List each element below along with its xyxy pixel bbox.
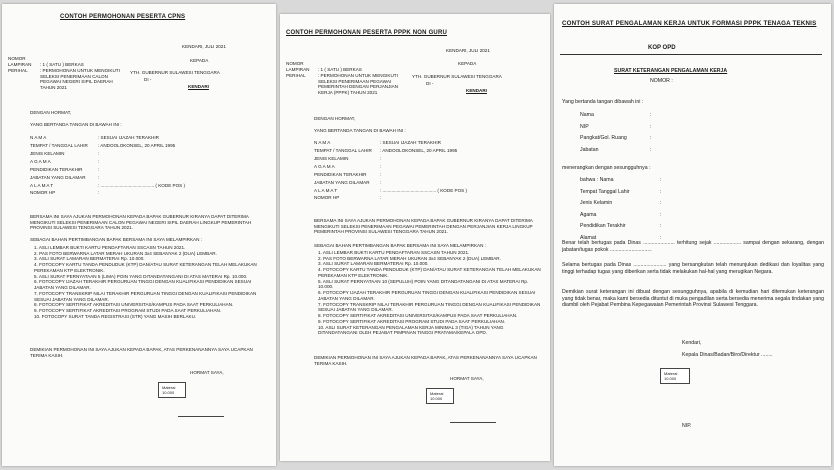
list-item: 9. FOTOCOPY SERTIFIKAT AKREDITASI PROGRAM STUDI PADA SAAT PERKULIAHAN. xyxy=(34,308,222,314)
field-row: Jenis Kelamin : xyxy=(580,200,662,206)
field-row: A G A M A : xyxy=(30,158,100,164)
materai-stamp: Materai 10.000 xyxy=(660,368,690,384)
field-row: bahwa : Nama : xyxy=(580,177,662,183)
place-date: KENDARI, JULI 2021 xyxy=(446,48,490,53)
field-row: A L A M A T : .......................................... ( KODE POS ) xyxy=(30,182,186,188)
nomor-label: NOMOR xyxy=(286,61,304,66)
doc-title: CONTOH PERMOHONAN PESERTA CPNS xyxy=(60,14,186,20)
kop-divider xyxy=(560,54,822,55)
salutation: DENGAN HORMAT, xyxy=(30,110,72,115)
perihal-label: PERIHAL xyxy=(286,73,306,78)
document-work-experience xyxy=(554,4,831,466)
field-row: PENDIDIKAN TERAKHIR : xyxy=(314,171,382,177)
lampiran-value: : 1 ( SATU ) BERKAS xyxy=(318,67,362,72)
field-row: Nama : xyxy=(580,112,652,118)
place: Kendari, xyxy=(682,340,702,346)
field-row: N A M A : SESUAI IJAZAH TERAKHIR xyxy=(30,135,159,140)
list-item: 10. ASLI SURAT KETERANGAN PENGALAMAN KERJA MINIMAL 3 (TIGA) TAHUN YANG DITANDATANGANI OLEH PEJABAT PIMPINAN TINGGI PRATAMA/KEPALA OPD. xyxy=(318,324,504,336)
signer-fields xyxy=(580,112,820,158)
list-item: 4. FOTOCOPY KARTU TANDA PENDUDUK (KTP) DAN/ATAU SURAT KETERANGAN TELAH MELAKUKAN PEREKAMAN KTP ELEKTRONIK. xyxy=(318,267,541,278)
perihal-value: : PERMOHONAN UNTUK MENGIKUTI SELEKSI PENERIMAAN PEGAWAI PEMERINTAH DENGAN PERJANJIAN KERJA (PPPK) TAHUN 2021 xyxy=(318,73,399,96)
field-row: Alamat : xyxy=(580,234,662,241)
doc-title: CONTOH PERMOHONAN PESERTA PPPK NON GURU xyxy=(286,30,448,36)
field-row: Pangkat/Gol. Ruang : xyxy=(580,135,652,141)
yth: YTH. GUBERNUR SULAWESI TENGGARA xyxy=(412,74,502,79)
identity-fields xyxy=(30,135,270,198)
list-item: 2. PAS FOTO BERWARNA LATAR MERAH UKURAN 3x4 SEBANYAK 2 (DUA) LEMBAR. xyxy=(318,255,501,261)
field-row: JENIS KELAMIN : xyxy=(30,150,100,156)
list-item: 7. FOTOCOPY TRANSKRIP NILAI TERAKHIR PERGURUAN TINGGI DENGAN KUALIFIKASI PENDIDIKAN SESUAI JABATAN YANG DILAMAR. xyxy=(318,301,541,313)
list-item: 5. ASLI SURAT PERNYATAAN 10 (SEPULUH) POIN YANG DITANDATANGANI DI ATAS MATERAI Rp. 10.000. xyxy=(318,278,529,290)
field-row: NIP : xyxy=(580,123,652,130)
perihal-value: : PERMOHONAN UNTUK MENGIKUTI SELEKSI PENERIMAAN CALON PEGAWAI NEGERI SIPIL DAERAH TAHUN 2021 xyxy=(40,68,120,91)
document-cpns xyxy=(2,4,276,466)
list-item: 9. FOTOCOPY SERTIFIKAT AKREDITASI PROGRAM STUDI PADA SAAT PERKULIAHAN. xyxy=(318,318,506,324)
list-item: 5. ASLI SURAT PERNYATAAN 5 (LIMA) POIN YANG DITANDATANGANI DI ATAS MATERAI Rp. 10.000. xyxy=(34,273,248,279)
paragraph-3: Demikian surat keterangan ini dibuat dengan sesungguhnya, apabila di kemudian hari ditemukan keterangan yang tidak benar, maka kami bersedia dituntut di muka pengadilan serta bersedia menerima segala tindakan yang diambil oleh Pejabat Pembina Kepegawaian Pemerintah Provinsi Sulawesi Tenggara. xyxy=(562,289,824,308)
lampiran-label: LAMPIRAN xyxy=(8,62,32,67)
field-row: Agama : xyxy=(580,211,662,218)
nip: NIP. xyxy=(682,423,692,429)
attachment-list xyxy=(318,250,544,336)
field-row: Jabatan : xyxy=(580,146,652,153)
field-row: TEMPAT / TANGGAL LAHIR : ANDOOLOKONSEL, 20 APRIL 1995 xyxy=(30,142,176,148)
di: DI - xyxy=(144,77,152,82)
list-item: 8. FOTOCOPY SERTIFIKAT AKREDITASI UNIVERSITAS/KAMPUS PADA SAAT PERKULIAHAN. xyxy=(34,302,234,308)
yth: YTH. GUBERNUR SULAWESI TENGGARA xyxy=(130,70,220,75)
intro: YANG BERTANDA TANGAN DI BAWAH INI : xyxy=(30,122,122,127)
list-item: 1. ASLI LEMBAR BUKTI KARTU PENDAFTARAN SSCASN TAHUN 2021. xyxy=(34,245,186,250)
hormat: HORMAT SAYA, xyxy=(190,370,224,375)
paragraph-2: Selama bertugas pada Dinas ....................... yang bersangkutan telah menunjukan dedikasi dan loyalitas yang tinggi terhadap tugas yang diberikan serta tidak melakukan hal-hal yang merugikan Negara. xyxy=(562,262,824,275)
attachment-list xyxy=(34,245,270,320)
field-row: NOMOR HP : xyxy=(314,195,382,201)
letter-nomor: NOMOR : xyxy=(650,78,673,84)
doc-title: CONTOH SURAT PENGALAMAN KERJA UNTUK FORMASI PPPK TENAGA TEKNIS xyxy=(562,20,817,27)
field-row: A L A M A T : .......................................... ( KODE POS ) xyxy=(314,187,468,193)
kepada: KEPADA xyxy=(190,58,209,63)
nomor-label: NOMOR xyxy=(8,56,26,61)
di: DI - xyxy=(426,81,434,86)
field-row: TEMPAT / TANGGAL LAHIR : ANDOOLOKONSEL, 20 APRIL 1995 xyxy=(314,147,458,153)
menerangkan: menerangkan dengan sesungguhnya : xyxy=(562,165,651,171)
list-item: 10. FOTOCOPY SURAT TANDA REGISTRASI (STR) YANG MASIH BERLAKU. xyxy=(34,313,197,319)
kendari: KENDARI xyxy=(188,84,209,89)
kepada: KEPADA xyxy=(458,61,477,66)
place-date: KENDARI, JULI 2021 xyxy=(182,44,226,49)
signer-title: Kepala Dinas/Badan/Biro/Direktur ........ xyxy=(682,352,773,358)
kendari: KENDARI xyxy=(466,88,487,93)
list-item: 6. FOTOCOPY IJAZAH TERAKHIR PERGURUAN TINGGI DENGAN KUALIFIKASI PENDIDIKAN SESUAI JABATAN YANG DILAMAR. xyxy=(34,279,252,291)
kop-opd: KOP OPD xyxy=(648,45,676,51)
paragraph-1: BERSAMA INI SAYA AJUKAN PERMOHONAN KEPADA BAPAK GUBERNUR KIRANYA DAPAT DITERIMA MENGIKUTI SELEKSI PENERIMAAN CALON PEGAWAI NEGERI SIPIL DAERAH LINGKUP PEMERINTAH PROVINSI SULAWESI TENGGARA TAHUN 2021. xyxy=(30,214,252,231)
intro: YANG BERTANDA TANGAN DI BAWAH INI : xyxy=(314,128,406,133)
field-row: A G A M A : xyxy=(314,163,382,169)
salutation: DENGAN HORMAT, xyxy=(314,116,356,121)
field-row: JENIS KELAMIN : xyxy=(314,155,382,161)
field-row: Tempat Tanggal Lahir : xyxy=(580,188,662,195)
paragraph-1: BERSAMA INI SAYA AJUKAN PERMOHONAN KEPADA BAPAK GUBERNUR KIRANYA DAPAT DITERIMA MENGIKUTI SELEKSI PENERIMAAN PEGAWAI PEMERINTAH DENGAN PERJANJIAN KERJA LINGKUP PEMERINTAH PROVINSI SULAWESI TENGGARA TAHUN 2021. xyxy=(314,218,533,235)
paragraph-1: Benar telah bertugas pada Dinas ...................... terhitung sejak ................... sampai dengan sekarang, dengan jabatan/tugas pokok ............................. xyxy=(562,240,824,253)
document-pppk-non-guru xyxy=(280,14,550,461)
hormat: HORMAT SAYA, xyxy=(450,376,484,381)
lampiran-value: : 1 ( SATU ) BERKAS xyxy=(40,62,84,67)
field-row: PENDIDIKAN TERAKHIR : xyxy=(30,166,100,172)
list-item: 8. FOTOCOPY SERTIFIKAT AKREDITASI UNIVERSITAS/KAMPUS PADA SAAT PERKULIAHAN. xyxy=(318,313,518,319)
list-item: 4. FOTOCOPY KARTU TANDA PENDUDUK (KTP) DAN/ATAU SURAT KETERANGAN TELAH MELAKUKAN PEREKAMAN KTP ELEKTRONIK. xyxy=(34,262,257,273)
perihal-label: PERIHAL xyxy=(8,68,28,73)
intro: Yang bertanda tangan dibawah ini : xyxy=(562,99,644,105)
paragraph-2: SEBAGAI BAHAN PERTIMBANGAN BAPAK BERSAMA INI SAYA MELAMPIRKAN : xyxy=(30,237,202,242)
list-item: 3. ASLI SURAT LAMARAN BERMATERAI Rp. 10.000. xyxy=(34,256,145,262)
closing: DEMIKIAN PERMOHONAN INI SAYA AJUKAN KEPADA BAPAK, ATAS PERKENANANNYA SAYA UCAPKAN TERIMA KASIH. xyxy=(30,347,253,358)
list-item: 2. PAS FOTO BERWARNA LATAR MERAH UKURAN 3x4 SEBANYAK 2 (DUA) LEMBAR. xyxy=(34,250,217,256)
field-row: N A M A : SESUAI IJAZAH TERAKHIR xyxy=(314,140,441,145)
closing: DEMIKIAN PERMOHONAN INI SAYA AJUKAN KEPADA BAPAK, ATAS PERKENANANNYA SAYA UCAPKAN TERIMA KASIH. xyxy=(314,355,537,366)
field-row: JABATAN YANG DILAMAR : xyxy=(30,174,100,180)
signature-line xyxy=(178,416,224,417)
list-item: 6. FOTOCOPY IJAZAH TERAKHIR PERGURUAN TINGGI DENGAN KUALIFIKASI PENDIDIKAN SESUAI JABATAN YANG DILAMAR. xyxy=(318,290,536,301)
field-row: JABATAN YANG DILAMAR : xyxy=(314,179,382,185)
list-item: 1. ASLI LEMBAR BUKTI KARTU PENDAFTARAN SSCASN TAHUN 2021. xyxy=(318,250,470,255)
signature-line xyxy=(450,422,496,423)
list-item: 3. ASLI SURAT LAMARAN BERMATERAI Rp. 10.000. xyxy=(318,261,429,267)
field-row: NOMOR HP : xyxy=(30,190,100,196)
identity-fields xyxy=(314,140,544,203)
materai-stamp: Materai 10.000 xyxy=(426,388,454,404)
employee-fields xyxy=(580,177,820,246)
list-item: 7. FOTOCOPY TRANSKRIP NILAI TERAKHIR PERGURUAN TINGGI DENGAN KUALIFIKASI PENDIDIKAN SESUAI JABATAN YANG DILAMAR. xyxy=(34,290,257,302)
materai-stamp: Materai 10.000 xyxy=(158,382,186,398)
letter-subtitle: SURAT KETERANGAN PENGALAMAN KERJA xyxy=(614,68,728,74)
lampiran-label: LAMPIRAN xyxy=(286,67,310,72)
field-row: Pendidikan Terakhir : xyxy=(580,223,662,229)
paragraph-2: SEBAGAI BAHAN PERTIMBANGAN BAPAK BERSAMA INI SAYA MELAMPIRKAN : xyxy=(314,243,486,248)
